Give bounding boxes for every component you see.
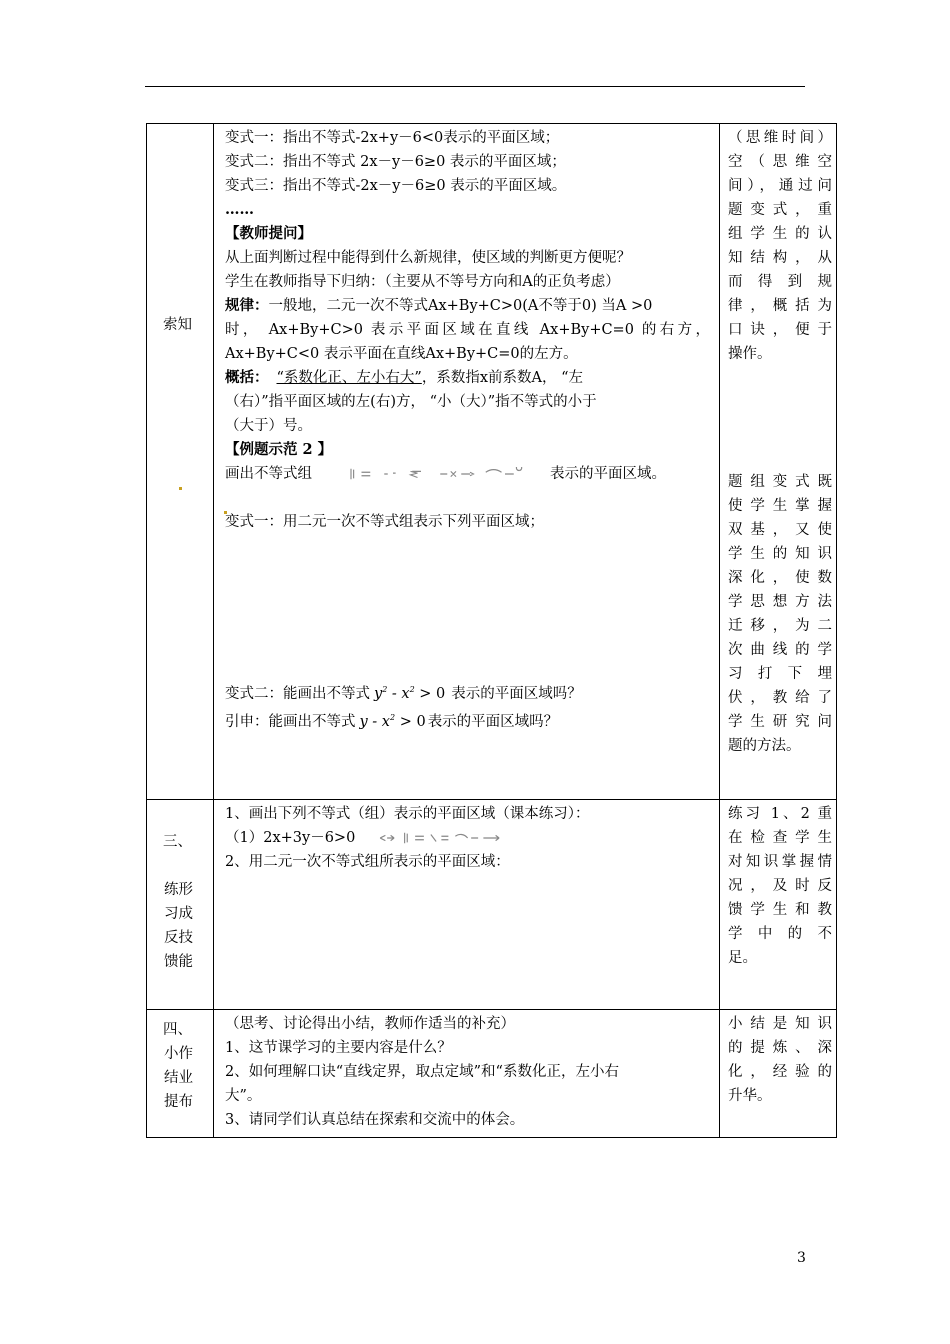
summary-label: 概括：	[225, 369, 269, 386]
figure-space	[225, 534, 710, 678]
note-line: 化，经验的	[728, 1064, 832, 1080]
note-line: 学生的知识	[728, 546, 832, 562]
variant-two-text-b: 表示的平面区域吗？	[451, 685, 582, 702]
practice-item-1: （1）2x+3y－6>0	[225, 830, 356, 846]
decor-dot	[179, 487, 182, 490]
note-line: 双基，又使	[728, 522, 832, 538]
note-line: 馈学生和教	[728, 902, 832, 918]
example-heading: 【例题示范 2 】	[225, 441, 333, 458]
rule-label: 规律：	[225, 297, 269, 314]
note-line: 对知识掌握情	[728, 854, 832, 870]
note-line: 组学生的认	[728, 226, 832, 242]
summary-line-2: （右）”指平面区域的左(右)方， “小（大）”指不等式的小于	[225, 394, 597, 410]
teacher-question-heading: 【教师提问】	[225, 225, 312, 242]
rule-line-3: Ax+By+C<0 表示平面在直线Ax+By+C=0的左方。	[225, 346, 578, 362]
note-line: 足。	[728, 950, 757, 966]
row-summary	[147, 1010, 837, 1138]
note-line: 知结构，从	[728, 250, 832, 266]
summary-line-1	[225, 366, 710, 390]
note-line: 律，概括为	[728, 298, 832, 314]
formula-y-x2: $y - x^2 > 0$	[359, 712, 426, 730]
note-line: 况，及时反	[728, 878, 832, 894]
formula-y2-x2: $y^2 - x^2 > 0$	[374, 685, 446, 702]
row1-notes-a	[728, 124, 832, 366]
label-line: 小作	[164, 1046, 193, 1062]
row2-label-cell	[147, 800, 214, 1010]
summary-q2: 2、如何理解口诀“直线定界，取点定域”和“系数化正，左小右	[225, 1064, 619, 1080]
row2-notes-cell	[720, 800, 837, 1010]
note-line: 题组变式既	[728, 474, 832, 490]
label-line: 馈能	[164, 954, 193, 970]
inequality-system-image	[369, 831, 519, 845]
note-line: 伏，教给了	[728, 690, 832, 706]
row1-notes-cell	[720, 124, 837, 800]
summary-q1: 1、这节课学习的主要内容是什么？	[225, 1040, 452, 1056]
summary-intro: （思考、讨论得出小结，教师作适当的补充）	[225, 1016, 515, 1032]
inequality-system-image	[336, 467, 548, 481]
label-line: 结业	[164, 1070, 193, 1086]
example-line	[225, 462, 710, 486]
row3-label	[164, 1042, 193, 1114]
row2-label-number: 三、	[163, 834, 192, 850]
question-line-1: 从上面判断过程中能得到什么新规律，使区域的判断更方便呢？	[225, 250, 631, 266]
row3-notes-cell	[720, 1010, 837, 1138]
note-line: 升华。	[728, 1088, 772, 1104]
variant-two-line	[225, 678, 710, 706]
label-line: 练形	[164, 882, 193, 898]
row1-label: 索知	[163, 317, 192, 333]
note-line: 深化，使数	[728, 570, 832, 586]
summary-q3: 3、请同学们认真总结在探索和交流中的体会。	[225, 1112, 525, 1128]
blank-line	[225, 486, 710, 510]
note-line: 间），通过问	[728, 178, 832, 194]
page-number: 3	[797, 1250, 806, 1266]
practice-line-3: 2、用二元一次不等式组所表示的平面区域：	[225, 854, 510, 870]
note-line: 学中的不	[728, 926, 832, 942]
note-line: 而 得 到 规	[728, 274, 832, 290]
variant-3: 变式三：指出不等式-2x－y－6≥0 表示的平面区域。	[225, 178, 567, 194]
note-line: （思维时间）	[728, 130, 832, 146]
label-line: 反技	[164, 930, 193, 946]
variant-two-text-a: 变式二：能画出不等式	[225, 685, 370, 702]
row1-notes-b	[728, 470, 832, 758]
question-line-2: 学生在教师指导下归纳：（主要从不等号方向和A的正负考虑）	[225, 274, 620, 290]
summary-rest: ，系数指x前系数A， “左	[421, 370, 583, 386]
row-explore	[147, 124, 837, 800]
row1-label-cell	[147, 124, 214, 800]
practice-line-2	[225, 826, 710, 850]
note-line: 次曲线的学	[728, 642, 832, 658]
rule-line-1	[225, 294, 710, 318]
row-practice	[147, 800, 837, 1010]
example-text-b: 表示的平面区域。	[550, 466, 666, 482]
note-line: 题变式，重	[728, 202, 832, 218]
row2-content-cell	[214, 800, 720, 1010]
note-line: 在检查学生	[728, 830, 832, 846]
rule-line-2: 时， Ax+By+C>0 表示平面区域在直线 Ax+By+C=0 的右方，	[225, 322, 710, 338]
lesson-table	[146, 123, 837, 1138]
variant-1: 变式一：指出不等式-2x+y－6<0表示的平面区域；	[225, 130, 560, 146]
note-line: 口诀，便于	[728, 322, 832, 338]
row2-label	[164, 878, 193, 974]
row3-label-number: 四、	[163, 1022, 192, 1038]
row1-content-cell	[214, 124, 720, 800]
ellipsis: ……	[225, 201, 254, 218]
rule-text-1: 一般地，二元一次不等式Ax+By+C>0(A不等于0) 当A >0	[268, 298, 653, 314]
row3-content-cell	[214, 1010, 720, 1138]
decor-dot	[224, 511, 227, 514]
note-line: 使学生掌握	[728, 498, 832, 514]
note-line: 的提炼、深	[728, 1040, 832, 1056]
summary-line-3: （大于）号。	[225, 418, 312, 434]
variant-2: 变式二：指出不等式 2x－y－6≥0 表示的平面区域；	[225, 154, 566, 170]
example-text-a: 画出不等式组	[225, 466, 312, 482]
variant-one-region: 变式一：用二元一次不等式组表示下列平面区域；	[225, 514, 544, 530]
note-line: 空（思维空	[728, 154, 832, 170]
label-line: 提布	[164, 1094, 193, 1110]
note-line: 操作。	[728, 346, 772, 362]
note-line: 迁移，为二	[728, 618, 832, 634]
summary-q2-cont: 大”。	[225, 1088, 262, 1104]
note-line: 学思想方法	[728, 594, 832, 610]
summary-quote: “系数化正、左小右大”	[276, 370, 422, 386]
note-line: 习 打 下 埋	[728, 666, 832, 682]
header-rule	[145, 86, 805, 87]
extension-text-a: 引申：能画出不等式	[225, 713, 356, 730]
row3-label-cell	[147, 1010, 214, 1138]
note-line: 题的方法。	[728, 738, 801, 754]
extension-line	[225, 706, 710, 734]
label-line: 习成	[164, 906, 193, 922]
note-line: 小结是知识	[728, 1016, 832, 1032]
extension-text-b: 表示的平面区域吗？	[427, 713, 559, 730]
note-line: 练习 1、2 重	[728, 806, 832, 822]
note-line: 学生研究问	[728, 714, 832, 730]
practice-line-1: 1、画出下列不等式（组）表示的平面区域（课本练习）：	[225, 806, 590, 822]
